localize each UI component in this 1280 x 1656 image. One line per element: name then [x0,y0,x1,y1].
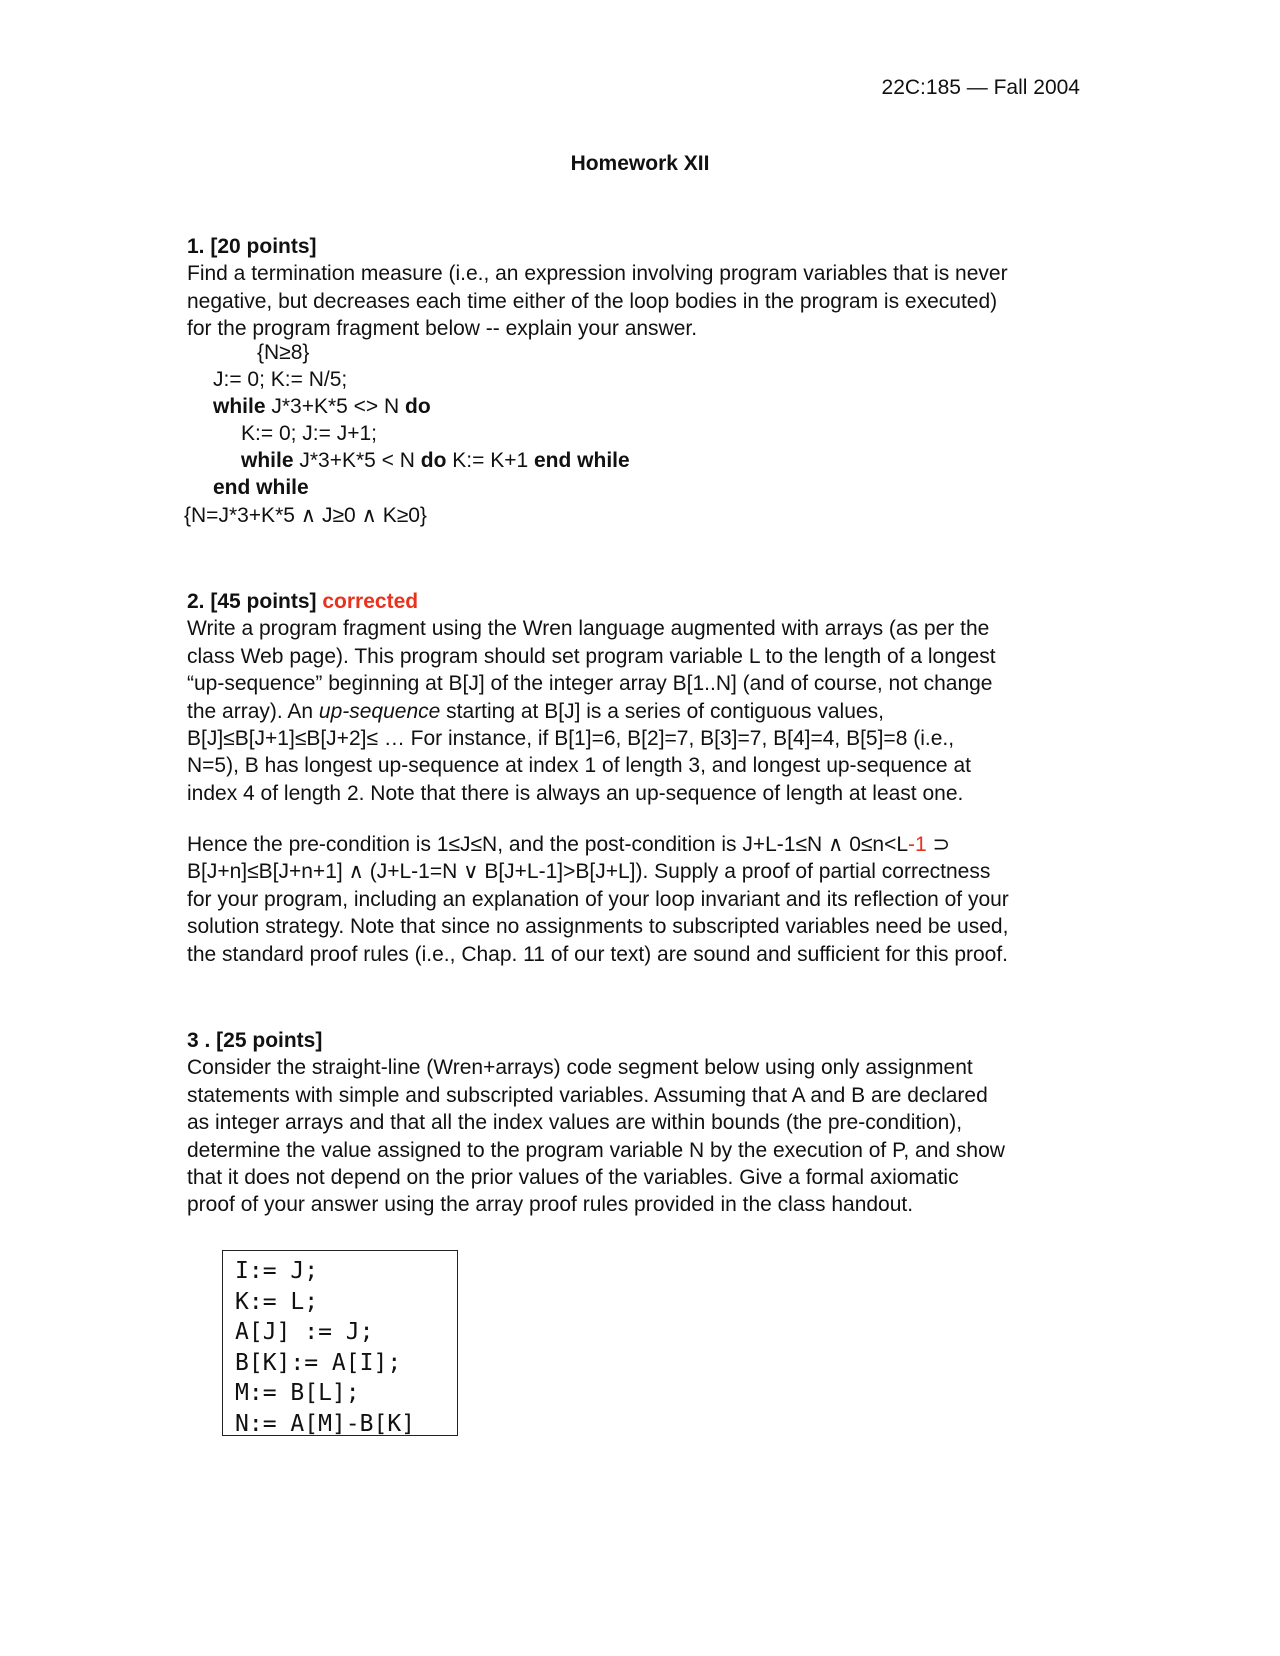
q1-body-line: K:= 0; J:= J+1; [241,422,377,445]
inner-end-keyword: end while [533,449,630,472]
inner-while-condition: J*3+K*5 < N [293,449,421,472]
q3-text-line: as integer arrays and that all the index values are within bounds (the pre-condition), [187,1111,963,1135]
while-keyword: while [213,395,266,418]
q1-postcondition: {N=J*3+K*5 ∧ J≥0 ∧ K≥0} [184,504,427,527]
q1-while-line [213,395,431,419]
q2-text-line: “up-sequence” beginning at B[J] of the integer array B[1..N] (and of course, not change [187,672,993,696]
question-2-heading [187,588,1087,615]
up-sequence-term: up-sequence [318,699,441,723]
q2-cond-pre: Hence the pre-condition is 1≤J≤N, and the post-condition is J+L-1≤N ∧ 0≤n<L [187,833,909,856]
question-2-heading-text: 2. [45 points] [187,590,317,613]
q2-text-line: for your program, including an explanation of your loop invariant and its reflection of your [187,887,1009,911]
question-1 [187,233,1087,343]
q2-text-line: B[J]≤B[J+1]≤B[J+2]≤ … For instance, if B[1]=6, B[2]=7, B[3]=7, B[4]=4, B[5]=8 (i.e., [187,727,955,751]
q2-condition-line [187,831,1087,858]
q1-text-line: for the program fragment below -- explain your answer. [187,317,698,341]
question-2 [187,588,1087,807]
inner-body: K:= K+1 [446,449,534,472]
q1-assign-line: J:= 0; K:= N/5; [213,368,348,391]
q1-inner-while-line [241,449,630,473]
q2-text-line: Write a program fragment using the Wren language augmented with arrays (as per the [187,617,990,641]
page-title: Homework XII [570,152,710,175]
q2-text-line: B[J+n]≤B[J+n+1] ∧ (J+L-1=N ∨ B[J+L-1]>B[J+L]). Supply a proof of partial correctness [187,860,991,884]
q3-text-line: that it does not depend on the prior values of the variables. Give a formal axiomatic [187,1166,959,1190]
q2-line4-post: starting at B[J] is a series of contiguous values, [440,699,884,723]
q2-cond-correction: -1 [908,833,927,856]
q2-text-line: solution strategy. Note that since no assignments to subscripted variables need be used, [187,915,1009,939]
code-line: K:= L; [235,1288,319,1315]
code-line: I:= J; [235,1258,319,1284]
code-box [222,1250,458,1436]
question-3 [187,1027,1087,1219]
q3-text-line: determine the value assigned to the program variable N by the execution of P, and show [187,1138,1005,1162]
q1-end-while: end while [213,476,309,499]
q2-text-line [187,698,1087,725]
question-2-conditions [187,831,1087,968]
q1-text-line: negative, but decreases each time either of the loop bodies in the program is executed) [187,289,998,313]
q3-text-line: Consider the straight-line (Wren+arrays) code segment below using only assignment [187,1056,973,1080]
question-3-heading: 3 . [25 points] [187,1029,323,1052]
q2-text-line: N=5), B has longest up-sequence at index 1 of length 3, and longest up-sequence at [187,754,971,778]
do-keyword: do [405,395,431,418]
course-label: 22C:185 — Fall 2004 [881,76,1080,99]
code-line: N:= A[M]-B[K] [235,1410,416,1437]
inner-do-keyword: do [420,449,447,472]
q3-text-line: statements with simple and subscripted variables. Assuming that A and B are declared [187,1083,988,1107]
q2-line4-pre: the array). An [187,699,319,723]
question-1-heading: 1. [20 points] [187,235,317,258]
code-line: B[K]:= A[I]; [235,1349,402,1376]
inner-while-keyword: while [241,449,294,472]
code-line: M:= B[L]; [235,1380,360,1406]
q1-text-line: Find a termination measure (i.e., an expression involving program variables that is never [187,262,1008,286]
q2-text-line: class Web page). This program should set program variable L to the length of a longest [187,644,996,668]
q2-text-line: index 4 of length 2. Note that there is always an up-sequence of length at least one. [187,781,964,805]
code-line: A[J] := J; [235,1319,374,1345]
corrected-note: corrected [322,590,419,613]
q2-cond-post: ⊃ [926,833,951,856]
q2-text-line: the standard proof rules (i.e., Chap. 11 of our text) are sound and sufficient for this proof. [187,942,1009,966]
q3-text-line: proof of your answer using the array proof rules provided in the class handout. [187,1193,914,1217]
while-condition: J*3+K*5 <> N [265,395,406,418]
q1-precondition: {N≥8} [257,341,310,364]
